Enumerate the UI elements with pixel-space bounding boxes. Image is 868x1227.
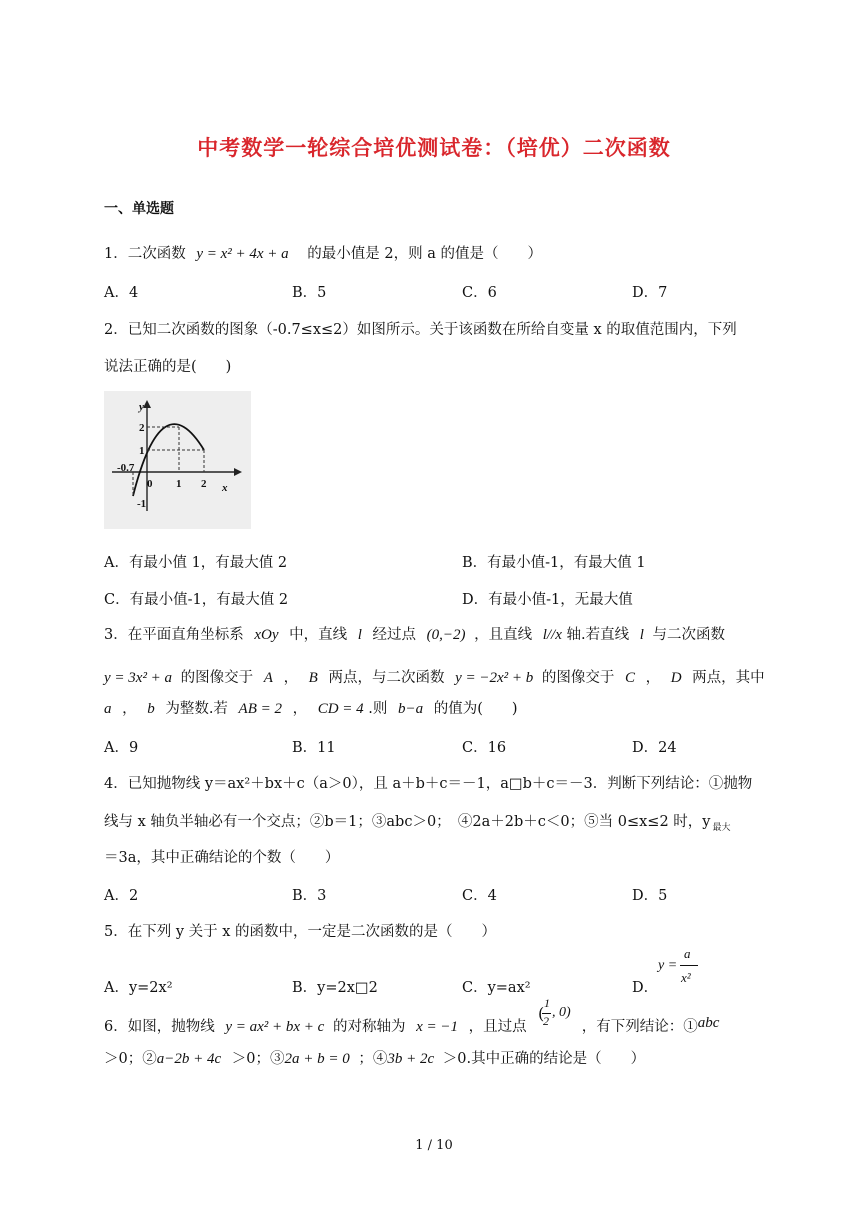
q3-option-d: D．24 xyxy=(632,740,677,756)
question-4-line-3: ＝3a，其中正确结论的个数（ ） xyxy=(104,850,340,866)
graph-svg xyxy=(104,391,251,529)
q3-option-a: A．9 xyxy=(104,740,139,756)
graph-tick-y2: 2 xyxy=(139,422,145,434)
question-3-line-2 xyxy=(104,666,765,687)
q3-text: ， xyxy=(122,701,137,717)
q6-math: y = ax² + bx + c xyxy=(225,1019,325,1035)
q3-text: 的值为( ) xyxy=(433,701,518,717)
q5-d-lhs: y = xyxy=(658,958,678,973)
q5-d-numerator: a xyxy=(684,946,691,961)
q5-option-d: D． xyxy=(632,980,659,996)
q3-text: 两点，其中 xyxy=(692,670,765,686)
q3-text: 中，直线 xyxy=(289,627,348,643)
q4-option-c: C．4 xyxy=(462,888,497,904)
q2-option-b: B．有最小值-1，有最大值 1 xyxy=(462,555,646,571)
q5-fraction-bar xyxy=(680,965,698,966)
q6-text: 6．如图，抛物线 xyxy=(104,1019,215,1035)
section-heading: 一、单选题 xyxy=(104,201,174,217)
q1-text-b: 的最小值是 2，则 a 的值是（ ） xyxy=(307,246,542,262)
q6-text: ＞0.其中正确的结论是（ ） xyxy=(442,1051,646,1067)
q1-formula: y = x² + 4x + a xyxy=(196,246,289,262)
q3-math: a xyxy=(104,701,112,717)
q3-math: y = 3x² + a xyxy=(104,670,173,686)
q6-text: ；④ xyxy=(358,1051,388,1067)
graph-tick-x2: 2 xyxy=(201,478,207,490)
q2-option-c: C．有最小值-1，有最大值 2 xyxy=(104,592,289,608)
question-1 xyxy=(104,242,542,263)
q3-math: l//x xyxy=(542,627,562,643)
q4-subscript: 最大 xyxy=(712,823,731,833)
question-6-line-2 xyxy=(104,1047,645,1068)
q6-math: 2a + b = 0 xyxy=(284,1051,350,1067)
q3-text: 的图像交于 xyxy=(541,670,615,686)
graph-origin: 0 xyxy=(147,478,153,490)
page-number: 1 / 10 xyxy=(415,1138,453,1153)
page-title: 中考数学一轮综合培优测试卷：（培优）二次函数 xyxy=(197,136,671,160)
q3-math: B xyxy=(308,670,318,686)
q3-option-c: C．16 xyxy=(462,740,507,756)
q3-text: ， xyxy=(645,670,661,686)
q3-text: 经过点 xyxy=(372,627,416,643)
q1-option-a: A．4 xyxy=(104,285,139,301)
q5-option-b: B．y=2x□2 xyxy=(292,980,378,996)
q4-option-b: B．3 xyxy=(292,888,327,904)
q3-option-b: B．11 xyxy=(292,740,336,756)
q3-math: C xyxy=(624,670,635,686)
question-2-line-1: 2．已知二次函数的图象（-0.7≤x≤2）如图所示。关于该函数在所给自变量 x 的取值范围内，下列 xyxy=(104,322,737,338)
q6-text: ，有下列结论：① xyxy=(581,1019,698,1035)
q3-text: ， xyxy=(292,701,308,717)
q3-text: 3．在平面直角坐标系 xyxy=(104,627,244,643)
question-2-line-2: 说法正确的是( ) xyxy=(104,359,232,375)
q1-option-b: B．5 xyxy=(292,285,327,301)
q3-math: D xyxy=(670,670,682,686)
q6-math: abc xyxy=(697,1015,720,1031)
question-5-line-1: 5．在下列 y 关于 x 的函数中，一定是二次函数的是（ ） xyxy=(104,924,497,940)
parabola-curve xyxy=(133,424,204,496)
q3-text: .则 xyxy=(368,701,388,717)
question-4-line-1: 4．已知抛物线 y＝ax²＋bx＋c（a＞0），且 a＋b＋c＝－1，a□b＋c＝－3．判断下列结论：①抛物 xyxy=(104,776,753,792)
q5-option-a: A．y=2x² xyxy=(104,980,173,996)
x-axis-arrow xyxy=(234,468,242,476)
q5-d-denominator: x² xyxy=(681,970,691,985)
q6-text: 的对称轴为 xyxy=(332,1019,406,1035)
question-3-line-3 xyxy=(104,697,518,718)
q3-math: b−a xyxy=(398,701,424,717)
q2-option-a: A．有最小值 1，有最大值 2 xyxy=(104,555,288,571)
q6-math: x = −1 xyxy=(416,1019,458,1035)
q3-math: l xyxy=(357,627,362,643)
q3-text: ，且直线 xyxy=(474,627,533,643)
q5-option-c: C．y=ax² xyxy=(462,980,531,996)
q1-option-d: D．7 xyxy=(632,285,668,301)
q2-function-graph xyxy=(104,391,251,529)
q3-math: y = −2x² + b xyxy=(455,670,534,686)
q6-point-rest: , 0) xyxy=(552,1005,571,1020)
question-3-line-1 xyxy=(104,623,725,644)
q1-text-a: 1．二次函数 xyxy=(104,246,186,262)
q4-text: 线与 x 轴负半轴必有一个交点；②b＝1；③abc＞0； ④2a＋2b＋c＜0；⑤当 0≤x≤2 时，y xyxy=(104,814,711,830)
graph-x-label: x xyxy=(222,482,228,494)
q3-text: 两点，与二次函数 xyxy=(328,670,445,686)
q3-math: b xyxy=(147,701,155,717)
q3-text: ， xyxy=(283,670,299,686)
q3-text: 为整数.若 xyxy=(165,701,228,717)
graph-tick-x1: 1 xyxy=(176,478,182,490)
q2-option-d: D．有最小值-1，无最大值 xyxy=(462,592,633,608)
question-6-line-1 xyxy=(104,1015,719,1036)
q6-text: ＞0；② xyxy=(104,1051,157,1067)
q3-text: 与二次函数 xyxy=(652,627,725,643)
q6-point-paren: ( xyxy=(538,1004,545,1023)
y-axis-arrow xyxy=(143,400,151,408)
graph-y-label: y xyxy=(139,401,144,413)
graph-tick-y1: 1 xyxy=(139,445,145,457)
q3-math: (0,−2) xyxy=(426,627,466,643)
q6-math: 3b + 2c xyxy=(387,1051,435,1067)
q6-text: ＞0；③ xyxy=(231,1051,285,1067)
q3-math: xOy xyxy=(254,627,279,643)
q3-math: l xyxy=(639,627,644,643)
q3-text: 的图像交于 xyxy=(180,670,254,686)
q3-math: CD = 4 xyxy=(317,701,364,717)
q4-option-a: A．2 xyxy=(104,888,139,904)
q1-option-c: C．6 xyxy=(462,285,497,301)
graph-tick-yneg: -1 xyxy=(137,498,147,510)
q6-text: ，且过点 xyxy=(468,1019,527,1035)
q4-option-d: D．5 xyxy=(632,888,668,904)
question-4-line-2 xyxy=(104,810,731,831)
q3-math: AB = 2 xyxy=(238,701,282,717)
q6-math: a−2b + 4c xyxy=(156,1051,222,1067)
q6-point-den: 2 xyxy=(543,1014,549,1028)
q3-math: A xyxy=(263,670,273,686)
graph-tick-xneg: -0.7 xyxy=(117,462,135,474)
q3-text: 轴.若直线 xyxy=(566,627,630,643)
q6-point-num: 1 xyxy=(544,996,550,1010)
